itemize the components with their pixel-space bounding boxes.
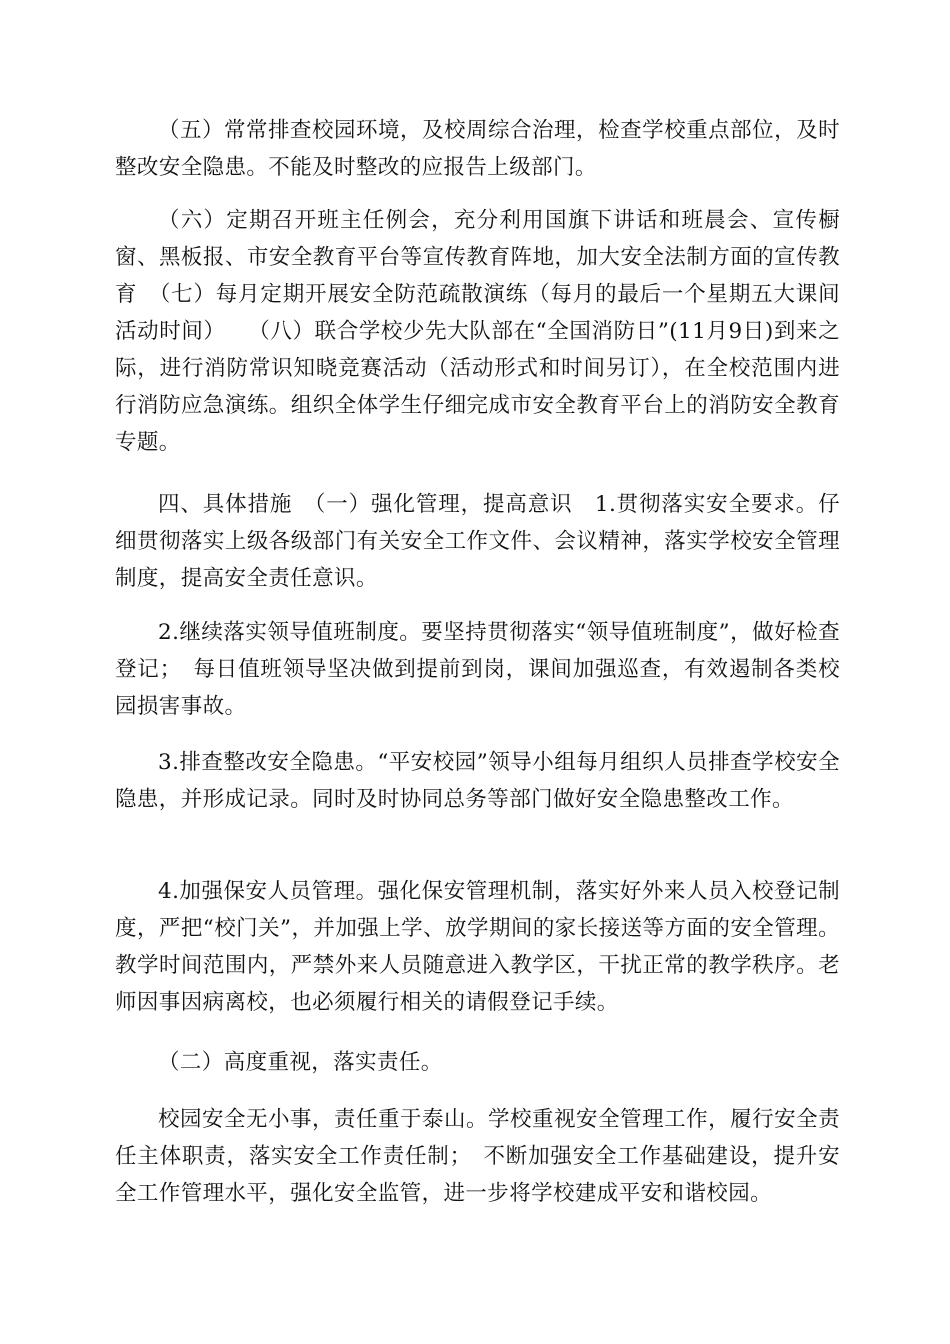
paragraph-measures-management: 四、具体措施 （一）强化管理，提高意识 1.贯彻落实安全要求。仔细贯彻落实上级各级部门有关安全工作文件、会议精神，落实学校安全管理制度，提高安全责任意识。: [115, 492, 840, 591]
paragraph-campus-safety: 校园安全无小事，责任重于泰山。学校重视安全管理工作，履行安全责任主体职责，落实安全工作责任制； 不断加强安全工作基础建设，提升安全工作管理水平，强化安全监管，进一步将学校建成平安和谐校园。: [115, 1107, 840, 1206]
paragraph-5-inspection: （五）常常排查校园环境，及校周综合治理，检查学校重点部位，及时整改安全隐患。不能及时整改的应报告上级部门。: [115, 118, 840, 180]
paragraph-6-8-education-drills: （六）定期召开班主任例会，充分利用国旗下讲话和班晨会、宣传橱窗、黑板报、市安全教育平台等宣传教育阵地，加大安全法制方面的宣传教育 （七）每月定期开展安全防范疏散演练（每月的最后一个星期五大课间活动时间） （八）联合学校少先大队部在“全国消防日”(11月9日)到来之际，进行消防常识知晓竞赛活动（活动形式和时间另订），在全校范围内进行消防应急演练。组织全体学生仔细完成市安全教育平台上的消防安全教育专题。: [115, 208, 840, 455]
section-heading-responsibility: （二）高度重视，落实责任。: [158, 1050, 443, 1075]
paragraph-security-personnel: 4.加强保安人员管理。强化保安管理机制，落实好外来人员入校登记制度，严把“校门关”，并加强上学、放学期间的家长接送等方面的安全管理。教学时间范围内，严禁外来人员随意进入教学区，干扰正常的教学秩序。老师因事因病离校，也必须履行相关的请假登记手续。: [115, 879, 840, 1015]
paragraph-hazard-inspection: 3.排查整改安全隐患。“平安校园”领导小组每月组织人员排查学校安全隐患，并形成记录。同时及时协同总务等部门做好安全隐患整改工作。: [115, 750, 840, 812]
paragraph-duty-system: 2.继续落实领导值班制度。要坚持贯彻落实“领导值班制度”，做好检查登记； 每日值班领导坚决做到提前到岗，课间加强巡查，有效遏制各类校园损害事故。: [115, 620, 840, 719]
